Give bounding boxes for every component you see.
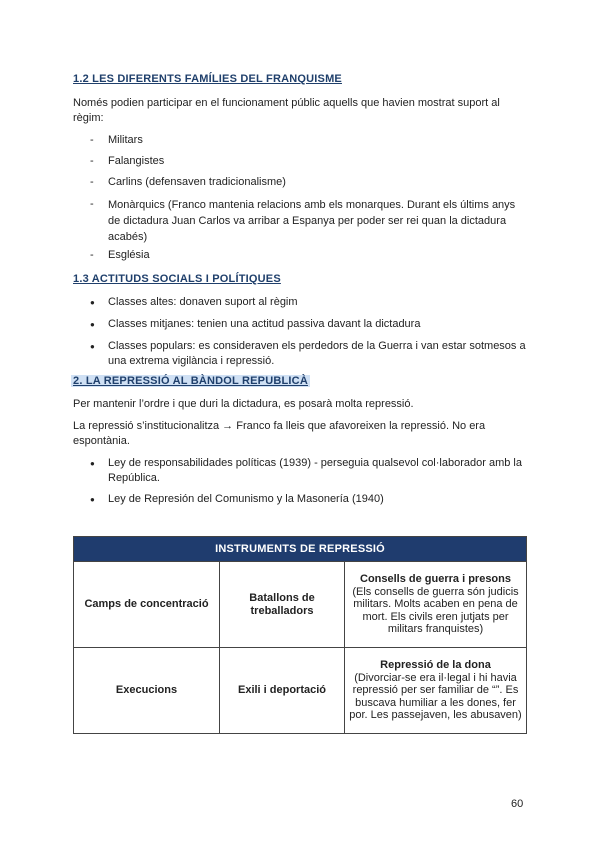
dash-marker: - [90, 249, 94, 261]
section-heading-1-2: 1.2 LES DIFERENTS FAMÍLIES DEL FRANQUISME [73, 73, 342, 85]
list-item-text: Classes altes: donaven suport al règim [108, 296, 298, 308]
list-item-text: Classes mitjanes: tenien una actitud passiva davant la dictadura [108, 318, 421, 330]
list-item-text: Classes populars: es consideraven els perdedors de la Guerra i van estar sotmesos a una extrema vigilància i repressió. [108, 340, 526, 367]
list-item-text: Carlins (defensaven tradicionalisme) [108, 176, 286, 188]
table-row [74, 562, 527, 648]
table-cell [345, 648, 527, 734]
section-2-paragraph-2: La repressió s’institucionalitza → Franco fa lleis que afavoreixen la repressió. No era espontània. [73, 420, 486, 447]
dash-marker: - [90, 176, 94, 188]
section-heading-2: 2. LA REPRESSIÓ AL BÀNDOL REPUBLICÀ [73, 375, 308, 387]
cell-body: (Els consells de guerra són judicis militars. Molts acaben en pena de mort. Els civils eren jutjats per militars franquistes) [352, 585, 519, 636]
list-item-text: Monàrquics (Franco mantenia relacions amb els monarques. Durant els últims anys de dictadura Juan Carlos va arribar a Espanya per poder ser rei quan la dictadura acabés) [108, 199, 516, 243]
list-item-text: Ley de responsabilidades políticas (1939) - perseguia qualsevol col·laborador amb la República. [108, 457, 522, 484]
cell-title: Repressió de la dona [380, 659, 491, 672]
bullet-marker: ● [90, 320, 95, 329]
bullet-marker: ● [90, 495, 95, 504]
list-item-text: Església [108, 249, 150, 261]
table-cell: Batallons de treballadors [220, 562, 345, 648]
dash-marker: - [90, 155, 94, 167]
table-header-row [74, 537, 527, 562]
table-cell: Camps de concentració [74, 562, 220, 648]
table-cell: Execucions [74, 648, 220, 734]
table-row [74, 648, 527, 734]
table-cell: Exili i deportació [220, 648, 345, 734]
section-2-paragraph-1: Per mantenir l’ordre i que duri la dictadura, es posarà molta repressió. [73, 398, 414, 410]
cell-body: (Divorciar-se era il·legal i hi havia repressió per ser familiar de “”. Es buscava humiliar a les dones, fer por. Les passejaven, les abusaven) [349, 671, 522, 722]
cell-title: Consells de guerra i presons [360, 573, 511, 586]
list-item-text: Falangistes [108, 155, 165, 167]
dash-marker: - [90, 198, 94, 210]
page-number: 60 [511, 798, 524, 810]
bullet-marker: ● [90, 459, 95, 468]
bullet-marker: ● [90, 342, 95, 351]
list-item-text: Ley de Represión del Comunismo y la Masonería (1940) [108, 493, 384, 505]
dash-marker: - [90, 134, 94, 146]
list-item-text: Militars [108, 134, 143, 146]
bullet-marker: ● [90, 298, 95, 307]
section-heading-1-3: 1.3 ACTITUDS SOCIALS I POLÍTIQUES [73, 273, 281, 285]
repression-instruments-table [73, 536, 527, 734]
table-cell [345, 562, 527, 648]
table-header: INSTRUMENTS DE REPRESSIÓ [74, 537, 527, 562]
section-1-2-intro: Només podien participar en el funcionament públic aquells que havien mostrat suport al règim: [73, 97, 500, 124]
